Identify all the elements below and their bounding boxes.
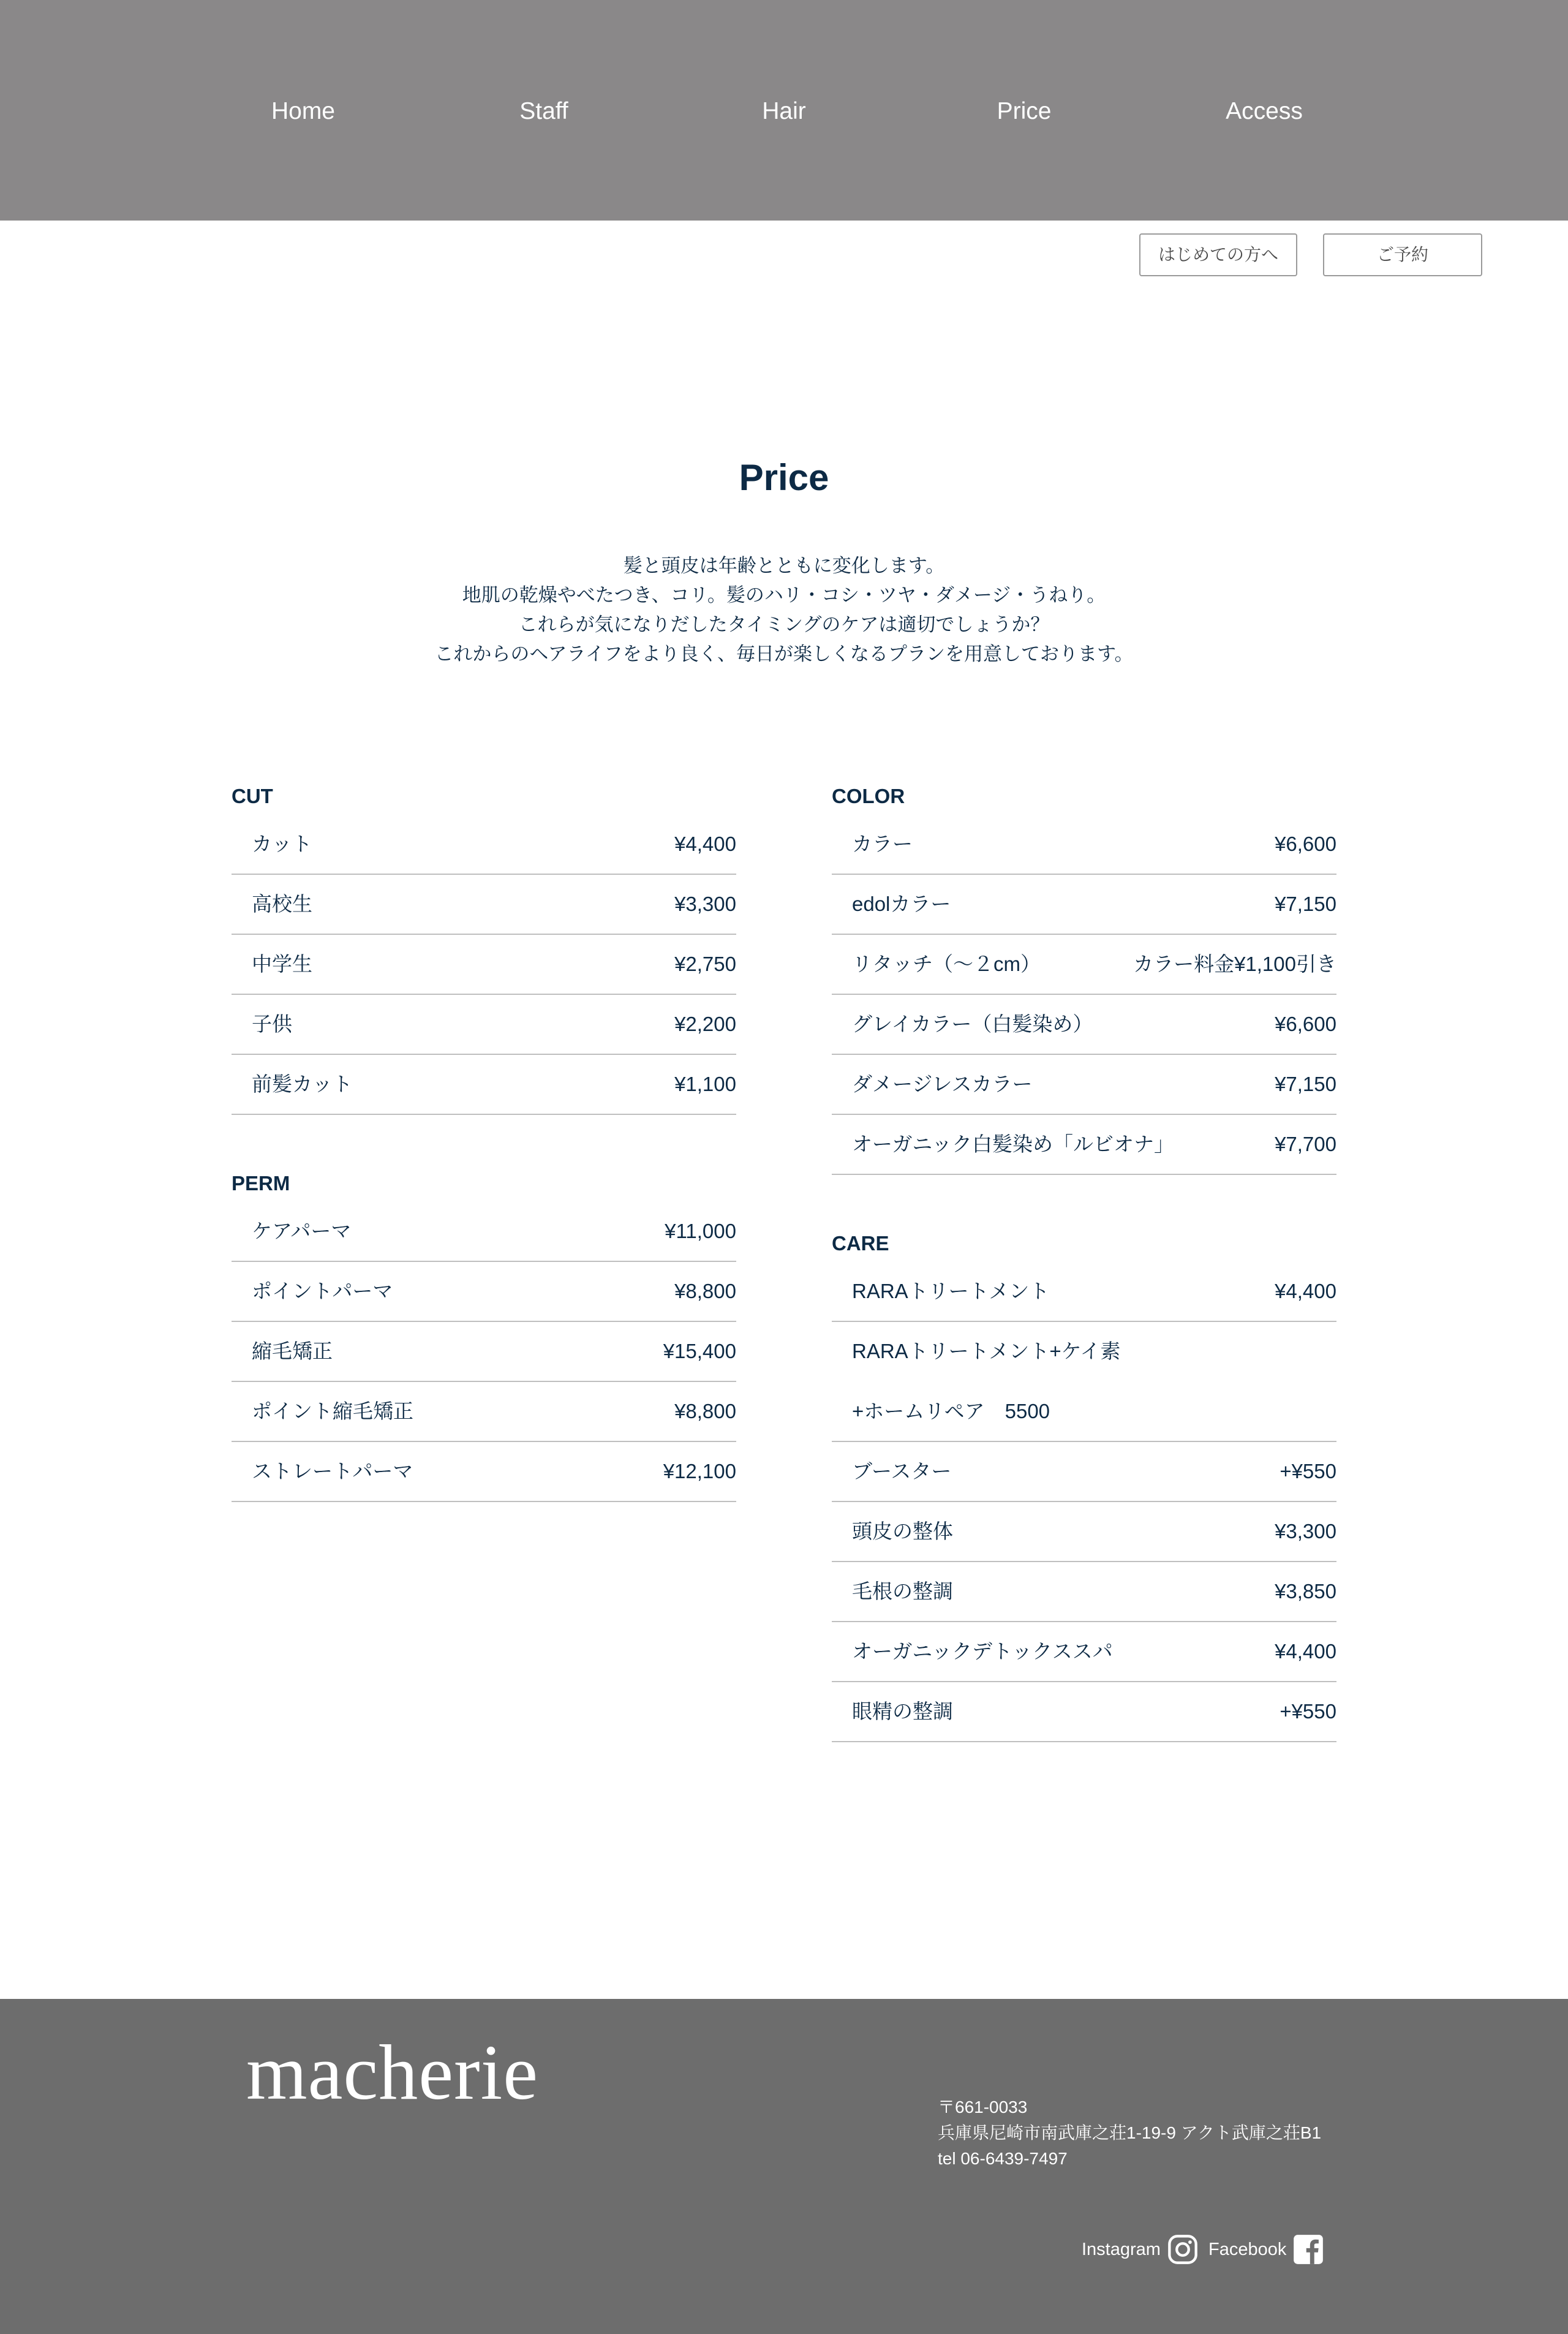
price-row (832, 1382, 1336, 1442)
item-name: +ホームリペア 5500 (852, 1400, 1050, 1422)
item-price: ¥7,150 (1275, 893, 1336, 915)
price-row (832, 995, 1336, 1055)
price-row (832, 1115, 1336, 1175)
item-price: ¥8,800 (674, 1280, 736, 1302)
price-column-left (232, 778, 736, 1502)
item-name: 毛根の整調 (852, 1580, 953, 1603)
item-price: ¥7,700 (1275, 1133, 1336, 1155)
item-price: ¥3,300 (1275, 1520, 1336, 1543)
item-name: 縮毛矯正 (252, 1340, 333, 1362)
postal-code: 〒661-0033 (938, 2098, 1028, 2117)
price-row (832, 1442, 1336, 1502)
item-price: カラー料金¥1,100引き (1133, 953, 1336, 975)
item-name: edolカラー (852, 893, 951, 915)
first-visit-button[interactable]: はじめての方へ (1139, 233, 1297, 276)
item-price: ¥8,800 (674, 1400, 736, 1422)
item-name: グレイカラー（白髪染め） (852, 1013, 1093, 1035)
color-section-title: COLOR (832, 785, 905, 807)
item-name: ブースター (852, 1460, 952, 1482)
address: 兵庫県尼崎市南武庫之荘1-19-9 アクト武庫之荘B1 (938, 2123, 1322, 2142)
item-price: ¥6,600 (1275, 1013, 1336, 1035)
item-name: RARAトリートメント+ケイ素 (852, 1340, 1121, 1362)
price-row (232, 875, 736, 935)
item-price: ¥4,400 (1275, 1640, 1336, 1663)
price-row (832, 875, 1336, 935)
item-price: ¥4,400 (1275, 1280, 1336, 1302)
item-name: RARAトリートメント (852, 1280, 1050, 1302)
price-row (232, 995, 736, 1055)
item-name: 眼精の整調 (852, 1700, 953, 1723)
price-row (832, 1622, 1336, 1682)
facebook-label: Facebook (1208, 2239, 1287, 2259)
reserve-button[interactable]: ご予約 (1323, 233, 1482, 276)
perm-section-title: PERM (232, 1172, 290, 1195)
item-name: リタッチ（〜２cm） (852, 953, 1041, 975)
item-name: カラー (852, 833, 913, 855)
intro-line: これからのヘアライフをより良く、毎日が楽しくなるプランを用意しております。 (434, 643, 1134, 665)
care-section-title: CARE (832, 1232, 889, 1255)
price-row (232, 1322, 736, 1382)
footer (0, 1999, 1568, 2334)
price-row (232, 1382, 736, 1442)
item-price: ¥3,300 (674, 893, 736, 915)
price-row (232, 815, 736, 875)
header (0, 0, 1568, 221)
price-row (232, 935, 736, 995)
item-name: オーガニック白髪染め「ルビオナ」 (852, 1133, 1175, 1155)
item-price: ¥3,850 (1275, 1580, 1336, 1603)
item-price: ¥6,600 (1275, 833, 1336, 855)
item-price: ¥11,000 (665, 1220, 736, 1242)
nav-price[interactable]: Price (997, 98, 1052, 124)
price-column-right (832, 778, 1336, 1742)
price-row (832, 1055, 1336, 1115)
nav-staff[interactable]: Staff (519, 98, 568, 124)
item-price: +¥550 (1280, 1460, 1336, 1482)
price-row (232, 1442, 736, 1502)
logo[interactable]: macherie (246, 2029, 538, 2116)
item-price: ¥15,400 (663, 1340, 736, 1362)
nav-access[interactable]: Access (1226, 98, 1303, 124)
item-name: 子供 (252, 1013, 292, 1035)
intro-line: これらが気になりだしたタイミングのケアは適切でしょうか？ (518, 614, 1050, 635)
price-row (232, 1202, 736, 1262)
intro-line: 地肌の乾燥やべたつき、コリ。髪のハリ・コシ・ツヤ・ダメージ・うねり。 (462, 584, 1106, 606)
item-price: ¥4,400 (674, 833, 736, 855)
price-row (832, 1502, 1336, 1562)
nav-hair[interactable]: Hair (762, 98, 806, 124)
intro-line: 髪と頭皮は年齢とともに変化します。 (623, 555, 945, 576)
item-name: 中学生 (252, 953, 312, 975)
item-name: 前髪カット (252, 1073, 353, 1095)
facebook-link[interactable] (1208, 2232, 1324, 2267)
item-name: オーガニックデトックススパ (852, 1640, 1113, 1663)
item-price: ¥2,750 (674, 953, 736, 975)
instagram-link[interactable] (1082, 2232, 1199, 2267)
item-price: ¥1,100 (674, 1073, 736, 1095)
item-name: ストレートパーマ (252, 1460, 413, 1482)
item-name: ポイント縮毛矯正 (252, 1400, 413, 1422)
price-row (832, 1262, 1336, 1322)
intro-text (0, 551, 1568, 669)
main-nav (0, 93, 1568, 130)
phone: tel 06-6439-7497 (938, 2149, 1068, 2168)
item-name: ポイントパーマ (252, 1280, 393, 1302)
item-name: 高校生 (252, 893, 312, 915)
instagram-label: Instagram (1082, 2239, 1161, 2259)
item-price: ¥2,200 (674, 1013, 736, 1035)
page-title: Price (739, 457, 829, 498)
price-row (832, 1562, 1336, 1622)
price-row (832, 1682, 1336, 1742)
address-block (938, 2094, 1321, 2172)
cut-section-title: CUT (232, 785, 273, 807)
item-name: カット (252, 833, 312, 855)
facebook-icon (1292, 2234, 1324, 2265)
instagram-icon (1167, 2234, 1199, 2265)
price-row (832, 815, 1336, 875)
price-row (232, 1262, 736, 1322)
item-name: 頭皮の整体 (852, 1520, 953, 1543)
item-price: +¥550 (1280, 1700, 1336, 1723)
item-price: ¥12,100 (663, 1460, 736, 1482)
price-row (832, 1322, 1336, 1382)
item-name: ダメージレスカラー (852, 1073, 1033, 1095)
price-row (832, 935, 1336, 995)
nav-home[interactable]: Home (271, 98, 336, 124)
item-name: ケアパーマ (252, 1220, 352, 1242)
item-price: ¥7,150 (1275, 1073, 1336, 1095)
price-row (232, 1055, 736, 1115)
